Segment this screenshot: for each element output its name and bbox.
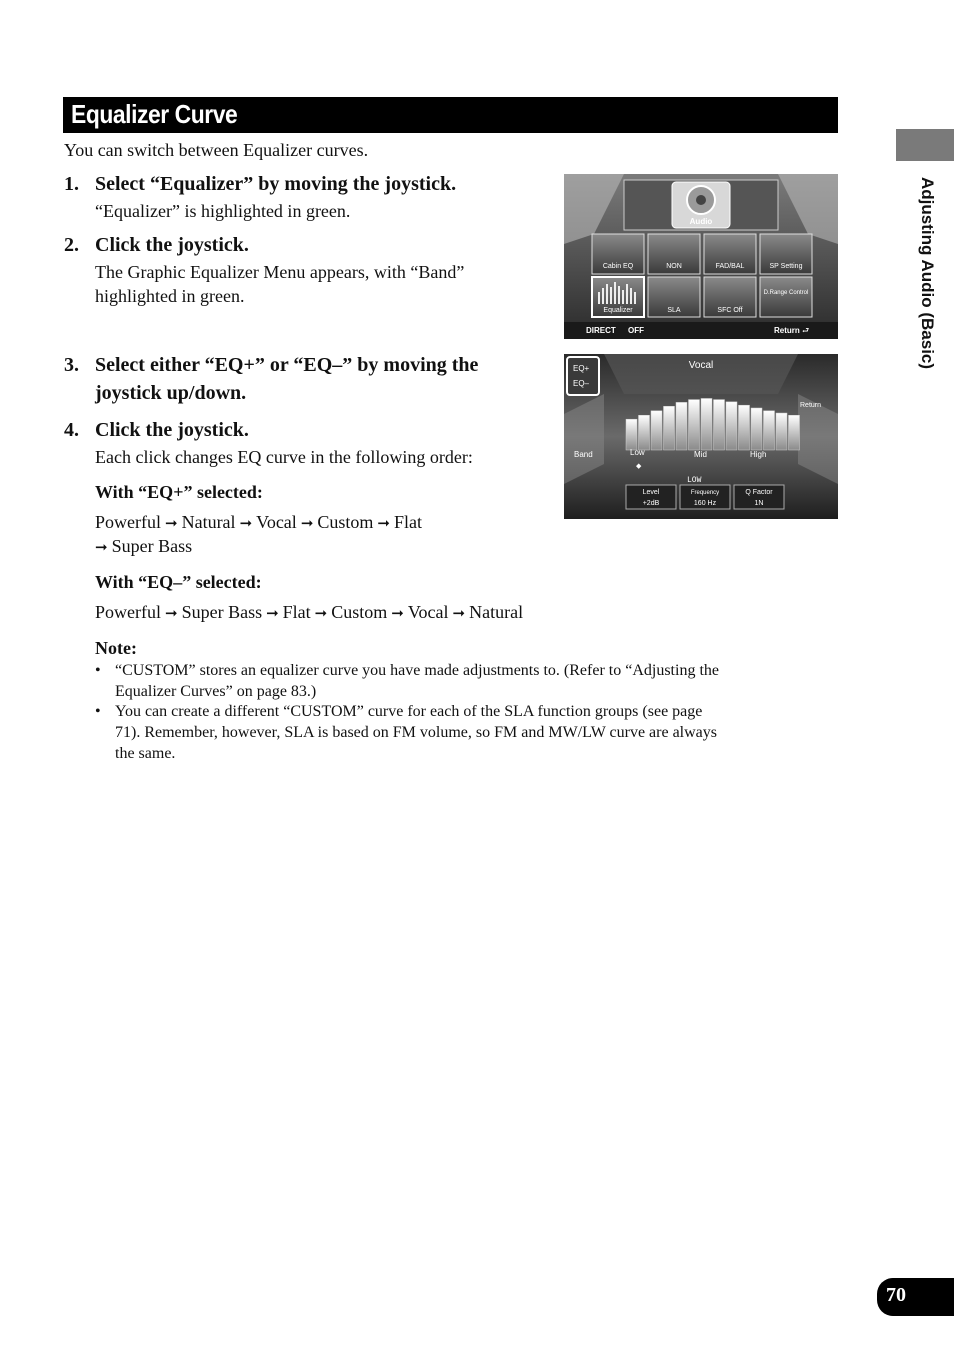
eq-band-bar <box>726 402 737 450</box>
step-title: Click the joystick. <box>95 234 249 256</box>
level-value: +2dB <box>642 500 660 507</box>
level-label: Level <box>642 489 660 496</box>
sequence-item: Vocal <box>256 512 297 532</box>
qfactor-value: 1N <box>754 500 764 507</box>
sequence-item: Custom <box>317 512 374 532</box>
tile-label: D.Range Control <box>763 290 809 296</box>
eq-plus-heading: With “EQ+” selected: <box>95 482 263 502</box>
eq-minus-heading: With “EQ–” selected: <box>95 572 262 592</box>
arrow-right-icon: ➞ <box>452 604 466 622</box>
eq-band-bar <box>789 415 800 450</box>
step-title-line1: Select either “EQ+” or “EQ–” by moving the <box>95 354 479 376</box>
sequence-item: Custom <box>331 602 388 622</box>
step-number: 4. <box>64 419 79 441</box>
sequence-item: Flat <box>282 602 311 622</box>
note-bullet <box>95 660 815 702</box>
note-title: Note: <box>95 638 137 658</box>
step-4-body: Each click changes EQ curve in the following order: <box>95 447 473 467</box>
eq-band-bar <box>676 402 687 450</box>
step-number: 1. <box>64 173 79 195</box>
step-1 <box>64 170 534 198</box>
section-header-bar <box>63 97 838 133</box>
page-number: 70 <box>886 1284 906 1306</box>
eq-curve-title: Vocal <box>688 360 714 371</box>
step-3 <box>64 351 544 407</box>
eq-band-bar <box>701 398 712 450</box>
sequence-item: Vocal <box>407 602 449 622</box>
return-arrow-icon: ⮐ <box>802 326 810 335</box>
eq-minus-sequence <box>95 600 523 625</box>
eq-band-bar <box>689 400 700 450</box>
arrow-right-icon: ➞ <box>165 604 178 622</box>
arrow-right-icon: ➞ <box>300 514 314 532</box>
step-number: 2. <box>64 234 79 256</box>
sequence-item: Powerful <box>95 512 161 532</box>
tile-d-range-control[interactable] <box>760 277 812 317</box>
high-label: High <box>750 450 767 459</box>
eq-select-box[interactable] <box>567 357 599 395</box>
page-number-box <box>877 1278 954 1316</box>
arrow-right-icon: ➞ <box>377 514 390 532</box>
intro-text: You can switch between Equalizer curves. <box>64 140 369 160</box>
arrow-right-icon: ➞ <box>239 514 253 532</box>
tile-label: FAD/BAL <box>715 263 745 270</box>
step-title: Click the joystick. <box>95 419 249 441</box>
tile-label: SFC Off <box>717 307 743 314</box>
audio-header-label: Audio <box>689 217 713 226</box>
sequence-item: Natural <box>469 602 524 622</box>
step-4 <box>64 416 534 444</box>
bullet-text-line: 71). Remember, however, SLA is based on FM volume, so FM and MW/LW curve are always <box>115 724 718 741</box>
bullet-text-line: You can create a different “CUSTOM” curve for each of the SLA function groups (see page <box>115 703 703 720</box>
caret-up-icon: ◆ <box>636 462 642 470</box>
tile-label: SP Setting <box>769 263 803 270</box>
selected-band: LOW <box>687 476 702 485</box>
bullet-text-line: Equalizer Curves” on page 83.) <box>115 683 317 700</box>
sequence-item: Super Bass <box>111 536 193 556</box>
tile-label: Equalizer <box>603 307 633 314</box>
eq-plus-sequence-line1 <box>95 510 422 535</box>
arrow-right-icon: ➞ <box>391 604 404 622</box>
eq-band-bar <box>651 411 662 450</box>
sequence-item: Super Bass <box>181 602 263 622</box>
frequency-value: 160 Hz <box>693 500 717 507</box>
eq-plus-sequence-line2 <box>95 534 192 559</box>
eq-plus-button[interactable]: EQ+ <box>573 364 590 373</box>
audio-menu-screenshot <box>564 174 838 339</box>
mid-label: Mid <box>694 450 707 459</box>
eq-band-bar <box>776 413 787 450</box>
low-label: Low <box>630 448 645 457</box>
eq-band-bar <box>764 411 775 450</box>
sequence-item: Flat <box>393 512 422 532</box>
eq-band-bar <box>751 408 762 450</box>
sequence-item: Powerful <box>95 602 161 622</box>
step-title: Select “Equalizer” by moving the joystick. <box>95 173 457 195</box>
side-tab-label <box>891 177 937 407</box>
graphic-equalizer-screenshot <box>564 354 838 519</box>
frequency-label: Frequency <box>690 490 720 496</box>
step-2-body-line1: The Graphic Equalizer Menu appears, with “Band” <box>95 262 465 282</box>
tile-label: NON <box>666 263 682 270</box>
sequence-item: Natural <box>181 512 236 532</box>
bullet-icon: • <box>95 703 101 720</box>
step-1-body: “Equalizer” is highlighted in green. <box>95 201 351 221</box>
eq-band-bar <box>714 400 725 450</box>
arrow-right-icon: ➞ <box>266 604 279 622</box>
bullet-text-line: the same. <box>115 745 176 762</box>
section-title: Equalizer Curve <box>71 99 238 129</box>
side-tab-marker <box>896 129 954 161</box>
eq-band-bar <box>639 415 650 450</box>
direct-state: OFF <box>628 326 644 335</box>
bullet-text-line: “CUSTOM” stores an equalizer curve you have made adjustments to. (Refer to “Adjusting the <box>115 662 719 679</box>
return-button[interactable]: Return <box>774 326 800 335</box>
return-button[interactable]: Return <box>800 402 822 409</box>
arrow-right-icon: ➞ <box>95 538 108 556</box>
eq-band-bar <box>664 406 675 450</box>
step-2-body-line2: highlighted in green. <box>95 286 245 306</box>
arrow-right-icon: ➞ <box>314 604 328 622</box>
direct-label: DIRECT <box>586 326 616 335</box>
eq-minus-button[interactable]: EQ– <box>573 379 590 388</box>
bullet-icon: • <box>95 662 101 679</box>
step-number: 3. <box>64 354 79 376</box>
side-tab-text: Adjusting Audio (Basic) <box>918 177 937 370</box>
arrow-right-icon: ➞ <box>165 514 178 532</box>
eq-band-bar <box>739 405 750 450</box>
tile-label: SLA <box>667 307 681 314</box>
band-label[interactable]: Band <box>574 450 593 459</box>
qfactor-label: Q Factor <box>745 489 773 496</box>
eq-band-bar <box>626 419 637 450</box>
step-title-line2: joystick up/down. <box>95 382 247 404</box>
note-bullet <box>95 701 815 764</box>
step-2 <box>64 231 534 259</box>
tile-label: Cabin EQ <box>602 263 634 270</box>
